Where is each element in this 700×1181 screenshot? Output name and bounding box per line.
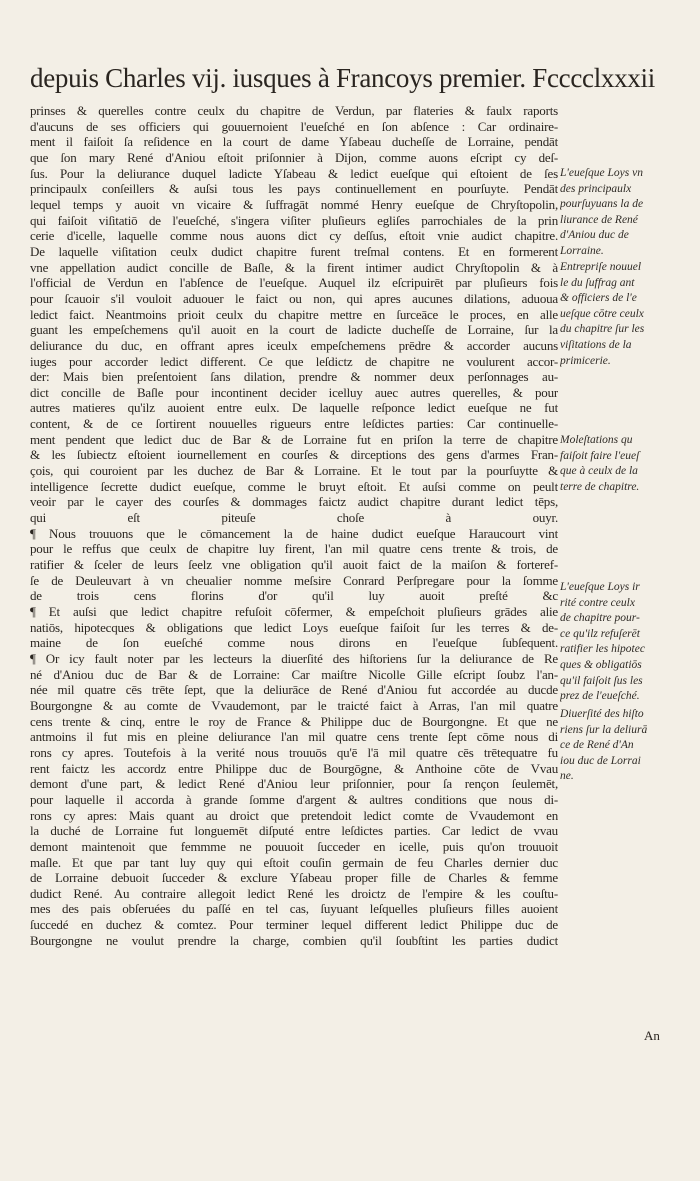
margin-note-line: primicerie. [560, 354, 611, 367]
text-line: ¶ Or icy fault noter par les lecteurs la diuerſité des hiſtoriens ſur la deliurance de Re [30, 650, 558, 666]
text-line: demont maintenoit que femmme ne pouuoit ſucceder en icelle, puis qu'on trouuoit [30, 838, 558, 854]
text-line: la duché de Lorraine fut longuemēt diſputé entre leſdictes parties. Car ledict de vvau [30, 823, 558, 839]
margin-note-line: & officiers de l'e [560, 292, 637, 305]
text-line: ſus. Pour la deliurance duquel ladicte Yſabeau & ledict eueſque qui eſtoient de ſes [30, 165, 558, 181]
text-line: dudict René. Au contraire allegoit ledict René les droictz de l'empire & les couſtu- [30, 885, 558, 901]
text-line: ment pendent que ledict duc de Bar & de Lorraine fut en priſon la terre de chapitre [30, 431, 558, 447]
text-line: content, & de ce ſortirent nouuelles rigueurs entre leſdictes parties: Car continuelle- [30, 416, 558, 432]
text-line: iuges pour accorder ledict different. Ce que leſdictz de chapitre ne voulurent accor- [30, 353, 558, 369]
text-line: né d'Aniou duc de Bar & de Lorraine: Car maiſtre Nicolle Gille eſcript ſoubz l'an- [30, 666, 558, 682]
text-line: autres matieres qu'ilz auoient entre eulx. De laquelle reſponce ledict eueſque ne fut [30, 400, 558, 416]
margin-note-line: Moleſtations qu [560, 434, 633, 446]
margin-note-line: ne. [560, 770, 574, 783]
margin-note-line: le du ſuffrag ant [560, 276, 635, 289]
text-line: prinses & querelles contre ceulx du chapitre de Verdun, par flateries & faulx raports [30, 103, 558, 118]
margin-note-line: viſitations de la [560, 338, 632, 351]
margin-note-line: L'eueſque Loys vn [560, 167, 643, 179]
text-line: demont d'une part, & ledict René d'Aniou leur priſonnier, pour ſa rençon ſeulemēt, [30, 776, 558, 792]
margin-note-line: des principaulx [560, 182, 632, 195]
text-line: ledict faict. Neantmoins prioit ceulx du chapitre mettre en ſurceāce le proces, en alle [30, 306, 558, 322]
margin-note-line: du chapitre ſur les [560, 323, 645, 336]
margin-note-line: faiſoit faire l'eueſ [560, 449, 640, 462]
margin-note-5 [560, 707, 685, 785]
text-line: mes des pais obſeruées du paſſé en tel cas, ſuyuant leſquelles pluſieurs filles auoient [30, 901, 558, 917]
text-line: Bourgongne & au comte de Vvaudemont, par le traicté faict à Arras, l'an mil quatre [30, 697, 558, 713]
margin-note-3 [560, 433, 685, 495]
text-line: der: Mais bien preſentoient ſans dilation, prendre & nommer deux perſonnages au- [30, 369, 558, 385]
margin-note-4 [560, 580, 685, 705]
text-line: qui eſt piteuſe choſe à ouyr. [30, 510, 558, 526]
text-line: ¶ Et auſsi que ledict chapitre refuſoit cōfermer, & empeſchoit pluſieurs grādes alie [30, 604, 558, 619]
text-line: antmoins il fut mis en pleine deliurance l'an mil quatre cens trente ſept cōme nous di [30, 729, 558, 745]
text-line: çois, qui couroient par les duchez de Bar & Lorraine. Et le tout par la pourſuytte & [30, 463, 558, 479]
text-line: ſe de Deuleuvart à vn cheualier nomme meſsire Conrard Perſpregare pour la ſomme [30, 572, 558, 588]
text-line: pour laquelle il accorda à grande ſomme d'argent & aultres conditions que nous di- [30, 791, 558, 807]
text-line: veoir par le cayer des courſes & dommages faictz audict chapitre durant ledict tēps, [30, 494, 558, 510]
margin-note-line: Diuerſité des hiſto [560, 708, 644, 720]
margin-note-line: que à ceulx de la [560, 465, 638, 478]
text-line: natiōs, hipotecques & obligations que ledict Loys eueſque faiſoit ſur les terres & de- [30, 619, 558, 635]
text-line: deliurance du duc, en offrant apres iceulx empeſchemens prēdre & accorder aucuns [30, 337, 558, 353]
text-line: pour le reffus que ceulx de chapitre luy firent, l'an mil quatre cens trente & trois, de [30, 541, 558, 557]
text-line: principaulx conſeillers & auſsi tous les pays continuellement en pourſuyte. Pendāt [30, 181, 558, 197]
margin-note-1 [560, 166, 685, 260]
text-line: pour ſcauoir s'il vouloit aduouer le faict ou non, qui apres aucunes dilations, aduoua [30, 290, 558, 306]
margin-note-line: liurance de René [560, 213, 638, 226]
margin-note-2 [560, 260, 685, 369]
margin-note-line: d'Aniou duc de [560, 229, 629, 242]
text-line: rent faictz les accordz entre Philippe duc de Bourgōgne, & Anthoine cōte de Vvau [30, 760, 558, 776]
margin-note-line: ce qu'ilz refuſerēt [560, 627, 640, 640]
margin-note-line: iou duc de Lorrai [560, 754, 641, 767]
text-line: De laquelle viſitation ceulx dudict chapitre furent treſmal contens. Et en formerent [30, 243, 558, 259]
text-line: qui faiſoit viſitatiō de l'eueſché, s'ingera viſiter pluſieurs egliſes parrochiales de la prin [30, 212, 558, 228]
margin-note-line: terre de chapitre. [560, 480, 640, 493]
text-line: l'official de Verdun en l'abſence de l'eueſque. Auquel ilz eſcripuirēt par pluſieurs fois [30, 275, 558, 291]
text-line: lequel temps y auoit vn vicaire & ſuffragāt nommé Henry eueſque de Chryſtopolin, [30, 196, 558, 212]
text-line: vne appellation audict concille de Baſle, & la firent intimer audict Chryſtopolin & à [30, 259, 558, 275]
margin-note-line: Entrepriſe nouuel [560, 261, 642, 273]
text-line: maine de ſon eueſché comme nous dirons en l'eueſque ſubſequent. [30, 635, 558, 651]
text-line: ratifier & ſceler de leurs ſeelz vne obligation qu'il auoit faict de la maiſon & forteref- [30, 557, 558, 573]
text-line: rons cy apres: Mais quant au droict que pretendoit ledict comte de Vvaudemont en [30, 807, 558, 823]
text-line: cerie d'icelle, laquelle comme nous auons dict cy deſſus, eſtoit vnie audict chapitre. [30, 228, 558, 244]
margin-note-line: L'eueſque Loys ir [560, 581, 640, 593]
text-line: guant les empeſchemens qu'il auoit en la court de ladicte ducheſſe de Lorraine, ſur la [30, 322, 558, 338]
margin-note-line: qu'il faiſoit ſus les [560, 674, 643, 687]
margin-note-line: Lorraine. [560, 244, 604, 257]
running-header: depuis Charles vij. iusques à Francoys premier. Fcccclxxxii [30, 63, 655, 93]
margin-note-line: ueſque cōtre ceulx [560, 307, 644, 320]
margin-note-line: de chapitre pour- [560, 612, 640, 625]
text-line: d'aucuns de ses officiers qui gouuernoient l'eueſché en ſon abſence : Car ordinaire- [30, 118, 558, 134]
catchword: An [644, 1028, 660, 1043]
margin-note-line: pourſuyuans la de [560, 198, 644, 211]
margin-note-line: ce de René d'An [560, 739, 634, 752]
text-line: rons cy apres. Toutefois à la verité nous trouuōs qu'ē l'ā mil quatre cēs trētequatre fu [30, 744, 558, 760]
margin-note-line: riens ſur la deliurā [560, 723, 648, 736]
main-text-block [30, 103, 558, 948]
margin-note-line: ques & obligatiōs [560, 658, 642, 671]
text-line: de trois cens florins d'or qu'il luy auoit preſté &c [30, 588, 558, 604]
text-line: cens trente & cinq, entre le roy de France & Philippe duc de Bourgongne. Et que ne [30, 713, 558, 729]
text-line: dict concille de Baſle pour incontinent decider icelluy auec autres querelles, & pour [30, 384, 558, 400]
text-line: ſuccedé en duchez & comtez. Pour terminer lequel different ledict Philippe duc de [30, 917, 558, 933]
margin-note-line: prez de l'eueſché. [560, 690, 640, 703]
text-line: & les ſubiectz eſtoient iournellement en courſes & dirceptions des gens d'armes Fran- [30, 447, 558, 463]
margin-note-line: ratifier les hipotec [560, 643, 645, 656]
margin-note-line: rité contre ceulx [560, 596, 635, 609]
text-line: que ſon mary René d'Aniou eſtoit priſonnier à Dijon, comme auons eſcript cy deſ- [30, 149, 558, 165]
text-line: maſle. Et que par tant luy quy qui eſtoit couſin germain de feu Charles dernier duc [30, 854, 558, 870]
text-line: de Lorraine debuoit ſucceder & exclure Yſabeau proper fille de Charles & femme [30, 870, 558, 886]
text-line: ment il faiſoit ſa reſidence en la court de dame Yſabeau ducheſſe de Lorraine, pendāt [30, 134, 558, 150]
text-line: ¶ Nous trouuons que le cōmancement la de haine dudict eueſque Haraucourt vint [30, 525, 558, 541]
text-line: intelligence ſecrette dudict eueſque, comme le bruyt eſtoit. Et auſsi comme on peult [30, 478, 558, 494]
text-line: Bourgongne ne voulut prendre la charge, combien qu'il ſoubſtint les parties dudict [30, 932, 558, 948]
text-line: née mil quatre cēs trēte ſept, que la deliurāce de René d'Aniou fut accordée au ducde [30, 682, 558, 698]
